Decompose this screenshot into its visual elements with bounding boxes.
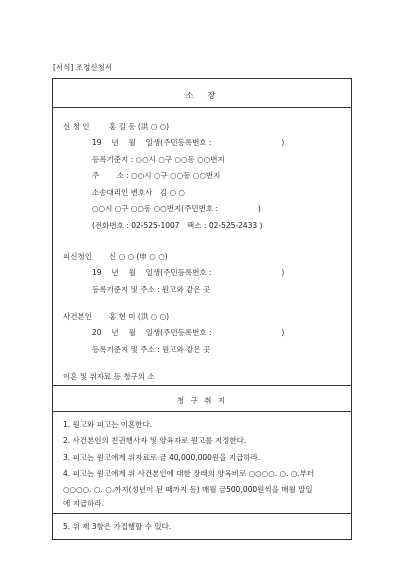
claim-item: 4. 피고는 원고에게 위 사건본인에 대한 장래의 양육비로 ○○○○. ○. ○.부터 <box>63 469 315 478</box>
form-caption: [서식] 조정신청서 <box>53 63 112 72</box>
attorney-contact: (전화번호 : 02-525-1007 팩스 : 02-525-2433 ) <box>92 221 263 230</box>
respondent-label: 피신청인 <box>63 252 92 261</box>
applicant-registered-domicile: 등록기준지 : ○○시 ○구 ○○동 ○○번지 <box>92 155 225 164</box>
claim-item-continued: ○○○○. ○. ○.까지(성년이 된 때까지 등) 매월 금500,000원씩을 매월 말일 <box>63 485 313 494</box>
applicant-address: 주 소 : ○○시 ○구 ○○동 ○○번지 <box>92 171 221 180</box>
case-divider <box>53 385 351 386</box>
principal-label: 사건본인 <box>63 312 92 321</box>
claim-item: 1. 원고와 피고는 이혼한다. <box>63 420 153 429</box>
document-title: 소 장 <box>185 91 219 100</box>
respondent-birth: 19 년 월 일생(주민등록번호 : ) <box>92 268 285 277</box>
claim-item: 5. 위 제 3항은 가집행할 수 있다. <box>63 522 172 531</box>
applicant-birth: 19 년 월 일생(주민등록번호 : ) <box>92 138 285 147</box>
case-title: 이혼 및 위자료 등 청구의 소 <box>63 372 155 381</box>
claims-title: 청 구 취 지 <box>176 396 228 405</box>
principal-birth: 20 년 월 일생(주민등록번호 : ) <box>92 328 285 337</box>
principal-name: 홍 현 미 (洪 ○ ○) <box>109 312 170 321</box>
attorney-name: 소송대리인 변호사 김 ○ ○ <box>92 188 185 197</box>
claim-item-continued: 에 지급하라. <box>63 499 104 508</box>
claim-item: 3. 피고는 원고에게 위자료로 금 40,000,000원을 지급하라. <box>63 453 261 462</box>
claims-divider <box>53 411 351 412</box>
title-divider <box>53 107 351 108</box>
attorney-address: ○○시 ○구 ○○동 ○○번지(주민번호 : ) <box>92 204 261 213</box>
respondent-registered-domicile: 등록기준지 및 주소 : 원고와 같은 곳 <box>92 285 211 294</box>
claims-bottom-divider <box>53 513 351 514</box>
respondent-name: 신 ○ ○ (申 ○ ○) <box>109 252 168 261</box>
principal-registered-domicile: 등록기준지 및 주소 : 원고와 같은 곳 <box>92 345 211 354</box>
complaint-form <box>52 78 352 540</box>
claim-item: 2. 사건본인의 친권행사자 및 양육자로 원고를 지정한다. <box>63 436 247 445</box>
applicant-name: 홍 길 동 (洪 ○ ○) <box>109 122 170 131</box>
applicant-label: 신 청 인 <box>63 122 90 131</box>
